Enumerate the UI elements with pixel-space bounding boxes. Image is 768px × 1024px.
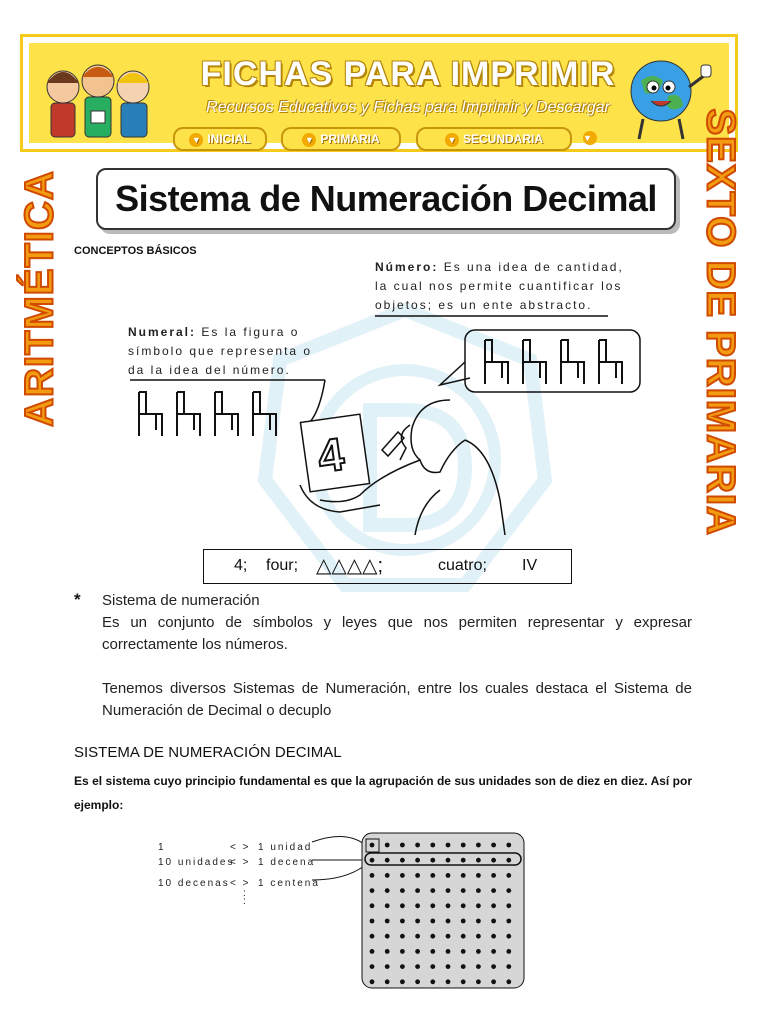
arrow-down-icon: ▼ bbox=[189, 133, 203, 147]
section-label: CONCEPTOS BÁSICOS bbox=[74, 245, 197, 257]
grid-dot bbox=[400, 919, 405, 924]
grid-dot bbox=[446, 934, 451, 939]
grid-dot bbox=[415, 934, 420, 939]
grid-dot bbox=[506, 949, 511, 954]
arrow-down-icon: ▼ bbox=[445, 133, 459, 147]
grid-dot bbox=[491, 964, 496, 969]
grid-dot bbox=[476, 903, 481, 908]
grid-dot bbox=[491, 903, 496, 908]
grid-dot bbox=[430, 949, 435, 954]
grid-dot bbox=[476, 843, 481, 848]
grid-dot bbox=[506, 979, 511, 984]
chairs-left bbox=[139, 392, 276, 436]
dot-grid-diagram bbox=[300, 828, 530, 993]
grid-dot bbox=[385, 858, 390, 863]
grid-dot bbox=[491, 949, 496, 954]
grid-dot bbox=[491, 858, 496, 863]
grid-dot bbox=[400, 888, 405, 893]
centena-connector bbox=[312, 866, 364, 880]
grid-dot bbox=[415, 903, 420, 908]
grid-dot bbox=[415, 873, 420, 878]
grid-dot bbox=[461, 843, 466, 848]
grid-dot bbox=[430, 858, 435, 863]
grid-dot bbox=[430, 903, 435, 908]
unit-connector bbox=[312, 836, 364, 844]
grid-dot bbox=[400, 843, 405, 848]
title-box bbox=[96, 168, 676, 230]
grid-dot bbox=[461, 949, 466, 954]
nav-primaria-button[interactable] bbox=[281, 127, 401, 151]
bullet: * bbox=[74, 590, 81, 609]
grid-dot bbox=[461, 964, 466, 969]
grid-dot bbox=[476, 934, 481, 939]
grid-dot bbox=[506, 934, 511, 939]
grade-vertical-title: SEXTO DE PRIMARIA bbox=[698, 108, 743, 536]
decena-row-right: 1 decena bbox=[258, 857, 316, 868]
decena-row-arrow: < > bbox=[230, 857, 251, 868]
grid-dot bbox=[415, 919, 420, 924]
grid-dot bbox=[400, 903, 405, 908]
centena-row-left: 10 decenas bbox=[158, 878, 230, 889]
grid-dot bbox=[370, 888, 375, 893]
representation-item: △△△△; bbox=[316, 555, 384, 577]
nav-inicial-button[interactable] bbox=[173, 127, 267, 151]
centena-row-right: 1 centena bbox=[258, 878, 320, 889]
arrow-down-icon: ▼ bbox=[302, 133, 316, 147]
grid-dot bbox=[461, 979, 466, 984]
page-title: Sistema de Numeración Decimal bbox=[115, 178, 657, 219]
grid-dot bbox=[491, 934, 496, 939]
sistema-heading: Sistema de numeración bbox=[102, 592, 260, 609]
number-card-digit: 4 bbox=[314, 427, 348, 483]
grid-dot bbox=[446, 919, 451, 924]
numero-term: Número: bbox=[375, 260, 439, 274]
grid-dot bbox=[476, 949, 481, 954]
grid-dot bbox=[400, 873, 405, 878]
grid-dot bbox=[370, 843, 375, 848]
grid-dot bbox=[430, 888, 435, 893]
grid-dot bbox=[506, 873, 511, 878]
decena-row-left: 10 unidades bbox=[158, 857, 235, 868]
nav-secundaria-button[interactable] bbox=[416, 127, 572, 151]
grid-dot bbox=[491, 873, 496, 878]
site-title: FICHAS PARA IMPRIMIR bbox=[200, 55, 616, 93]
grid-dot bbox=[400, 934, 405, 939]
arrow-down-icon: ▼ bbox=[583, 131, 597, 145]
representations-box bbox=[203, 549, 572, 584]
grid-dot bbox=[446, 873, 451, 878]
grid-dot bbox=[446, 903, 451, 908]
grid-dot bbox=[430, 843, 435, 848]
grid-dot bbox=[370, 903, 375, 908]
grid-dot bbox=[461, 873, 466, 878]
unit-row-left: 1 bbox=[158, 842, 166, 853]
grid-dot bbox=[461, 858, 466, 863]
sistema-paragraph-1: Es un conjunto de símbolos y leyes que nos permiten representar y expresar correctamente los números. bbox=[102, 614, 692, 653]
grid-dot bbox=[506, 964, 511, 969]
grid-dot bbox=[370, 858, 375, 863]
grid-dot bbox=[446, 843, 451, 848]
grid-dot bbox=[385, 934, 390, 939]
concept-illustration bbox=[120, 300, 650, 540]
site-banner bbox=[20, 34, 738, 152]
grid-dot bbox=[385, 979, 390, 984]
site-subtitle: Recursos Educativos y Fichas para Imprimir y Descargar bbox=[206, 99, 610, 116]
grid-dot bbox=[446, 964, 451, 969]
grid-dot bbox=[400, 964, 405, 969]
grid-dot bbox=[476, 873, 481, 878]
representation-item: IV bbox=[522, 557, 538, 574]
decimal-heading: SISTEMA DE NUMERACIÓN DECIMAL bbox=[74, 744, 342, 761]
grid-dot bbox=[476, 858, 481, 863]
grid-dot bbox=[506, 888, 511, 893]
grid-dot bbox=[461, 934, 466, 939]
grid-dot bbox=[430, 964, 435, 969]
centena-row-arrow: < > bbox=[230, 878, 251, 889]
grid-dot bbox=[506, 858, 511, 863]
grid-dot bbox=[506, 903, 511, 908]
grid-dot bbox=[415, 979, 420, 984]
grid-dot bbox=[506, 919, 511, 924]
grid-dot bbox=[430, 919, 435, 924]
grid-dot bbox=[370, 919, 375, 924]
grid-dot bbox=[385, 873, 390, 878]
grid-dot bbox=[430, 979, 435, 984]
grid-dot bbox=[491, 979, 496, 984]
grid-dot bbox=[400, 949, 405, 954]
representation-item: four; bbox=[266, 557, 299, 574]
grid-dot bbox=[400, 858, 405, 863]
grid-dot bbox=[415, 949, 420, 954]
numeral-bubble-tail bbox=[310, 380, 325, 422]
grid-dot bbox=[476, 888, 481, 893]
grid-dot bbox=[415, 888, 420, 893]
grid-dot bbox=[461, 903, 466, 908]
grid-dot bbox=[430, 934, 435, 939]
grid-dot bbox=[415, 964, 420, 969]
grid-dot bbox=[446, 858, 451, 863]
numero-text: Es una idea de cantidad, la cual nos permite cuantificar los objetos; es un ente abstracto. bbox=[375, 260, 624, 312]
continuation-dots: : : bbox=[243, 888, 246, 907]
grid-dot bbox=[385, 903, 390, 908]
numeral-text: Es la figura o símbolo que representa o da la idea del número. bbox=[128, 325, 313, 377]
grid-dot bbox=[415, 843, 420, 848]
grid-dot bbox=[446, 949, 451, 954]
grid-dot bbox=[461, 919, 466, 924]
grid-dot bbox=[491, 888, 496, 893]
grid-dot bbox=[491, 919, 496, 924]
grid-dot bbox=[385, 964, 390, 969]
decimal-intro: Es el sistema cuyo principio fundamental es que la agrupación de sus unidades son de diez en diez. Así por ejemplo: bbox=[74, 774, 692, 812]
unit-row-right: 1 unidad bbox=[258, 842, 313, 853]
sistema-paragraph-2: Tenemos diversos Sistemas de Numeración, entre los cuales destaca el Sistema de Numeración de Decimal o decuplo bbox=[102, 680, 692, 719]
grid-dot bbox=[370, 964, 375, 969]
grid-dot bbox=[385, 888, 390, 893]
grid-dot bbox=[400, 979, 405, 984]
grid-dot bbox=[415, 858, 420, 863]
grid-dot bbox=[476, 979, 481, 984]
grid-dot bbox=[385, 843, 390, 848]
representation-item: 4; bbox=[234, 557, 248, 574]
grid-dot bbox=[385, 919, 390, 924]
grid-dot bbox=[491, 843, 496, 848]
nav-label: PRIMARIA bbox=[320, 132, 380, 146]
grid-dot bbox=[446, 888, 451, 893]
grid-dot bbox=[506, 843, 511, 848]
numeral-term: Numeral: bbox=[128, 325, 197, 339]
grid-dot bbox=[476, 919, 481, 924]
nav-label: INICIAL bbox=[207, 132, 251, 146]
unit-row-arrow: < > bbox=[230, 842, 251, 853]
grid-dot bbox=[370, 979, 375, 984]
subject-vertical-title: ARITMÉTICA bbox=[17, 170, 62, 427]
grid-dot bbox=[385, 949, 390, 954]
grid-dot bbox=[476, 964, 481, 969]
representation-item: cuatro; bbox=[438, 557, 487, 574]
chairs-right bbox=[485, 340, 622, 384]
grid-dot bbox=[370, 949, 375, 954]
grid-dot bbox=[446, 979, 451, 984]
nav-label: SECUNDARIA bbox=[462, 132, 543, 146]
grid-dot bbox=[370, 934, 375, 939]
grid-dot bbox=[370, 873, 375, 878]
grid-dot bbox=[461, 888, 466, 893]
grid-dot bbox=[430, 873, 435, 878]
